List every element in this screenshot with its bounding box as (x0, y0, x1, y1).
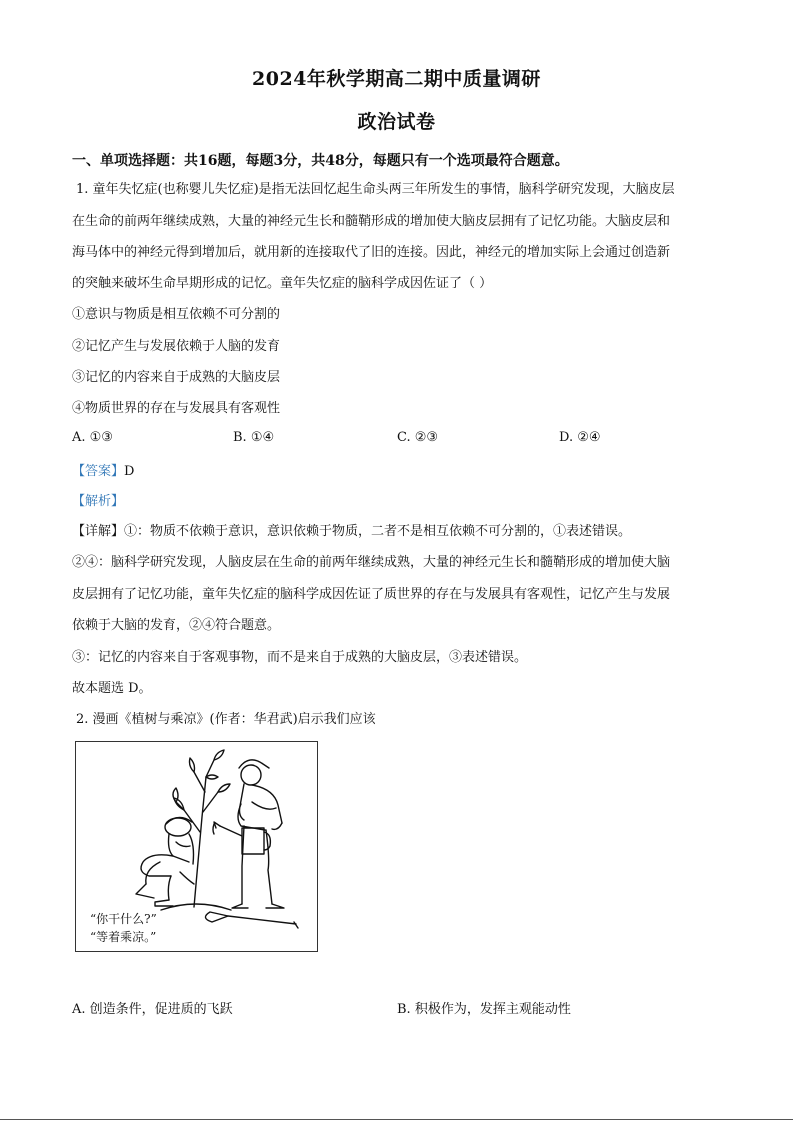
conclusion: 故本题选 D。 (72, 681, 152, 696)
page-bottom-rule (0, 1119, 793, 1120)
option-c: C. ②③ (397, 430, 439, 445)
cartoon-figure (75, 741, 318, 952)
statement-4: ④物质世界的存在与发展具有客观性 (72, 401, 281, 416)
detail-3: ③：记忆的内容来自于客观事物，而不是来自于成熟的大脑皮层，③表述错误。 (72, 650, 528, 665)
detail-2-line-2: 皮层拥有了记忆功能，童年失忆症的脑科学成因佐证了质世界的存在与发展具有客观性，记忆产生与发展 (72, 587, 671, 602)
question-1-line-4: 的突触来破坏生命早期形成的记忆。童年失忆症的脑科学成因佐证了（ ） (72, 276, 493, 291)
answer-tag: 【答案】 (72, 464, 125, 479)
option-a: A. ①③ (72, 430, 113, 445)
option-b: B. ①④ (233, 430, 275, 445)
question-2-stem: 2. 漫画《植树与乘凉》(作者：华君武)启示我们应该 (76, 712, 376, 727)
section-heading: 一、单项选择题：共16题，每题3分，共48分，每题只有一个选项最符合题意。 (72, 153, 569, 169)
cartoon-caption-2: “等着乘凉。” (90, 930, 157, 944)
statement-2: ②记忆产生与发展依赖于人脑的发育 (72, 339, 281, 354)
statement-1: ①意识与物质是相互依赖不可分割的 (72, 307, 281, 322)
detail-1: 【详解】①：物质不依赖于意识，意识依赖于物质，二者不是相互依赖不可分割的，①表述错误。 (72, 524, 632, 539)
question-1-line-1: 1. 童年失忆症(也称婴儿失忆症)是指无法回忆起生命头两三年所发生的事情，脑科学研究发现，大脑皮层 (76, 182, 675, 197)
statement-3: ③记忆的内容来自于成熟的大脑皮层 (72, 370, 281, 385)
exam-title: 2024年秋学期高二期中质量调研 (252, 68, 541, 90)
question-1-line-2: 在生命的前两年继续成熟，大量的神经元生长和髓鞘形成的增加使大脑皮层拥有了记忆功能。大脑皮层和 (72, 214, 671, 229)
option-d: D. ②④ (559, 430, 601, 445)
exam-subtitle: 政治试卷 (357, 111, 436, 133)
question-1-line-3: 海马体中的神经元得到增加后，就用新的连接取代了旧的连接。因此，神经元的增加实际上会通过创造新 (72, 245, 671, 260)
detail-2-line-3: 依赖于大脑的发育，②④符合题意。 (72, 618, 281, 633)
detail-2-line-1: ②④：脑科学研究发现，人脑皮层在生命的前两年继续成熟，大量的神经元生长和髓鞘形成的增加使大脑 (72, 555, 671, 570)
answer-value: D (124, 464, 135, 479)
q2-option-b: B. 积极作为，发挥主观能动性 (397, 1002, 571, 1017)
cartoon-caption-1: “你干什么?” (90, 912, 157, 926)
analysis-tag: 【解析】 (72, 494, 125, 509)
q2-option-a: A. 创造条件，促进质的飞跃 (72, 1002, 233, 1017)
answer-line (72, 462, 732, 482)
